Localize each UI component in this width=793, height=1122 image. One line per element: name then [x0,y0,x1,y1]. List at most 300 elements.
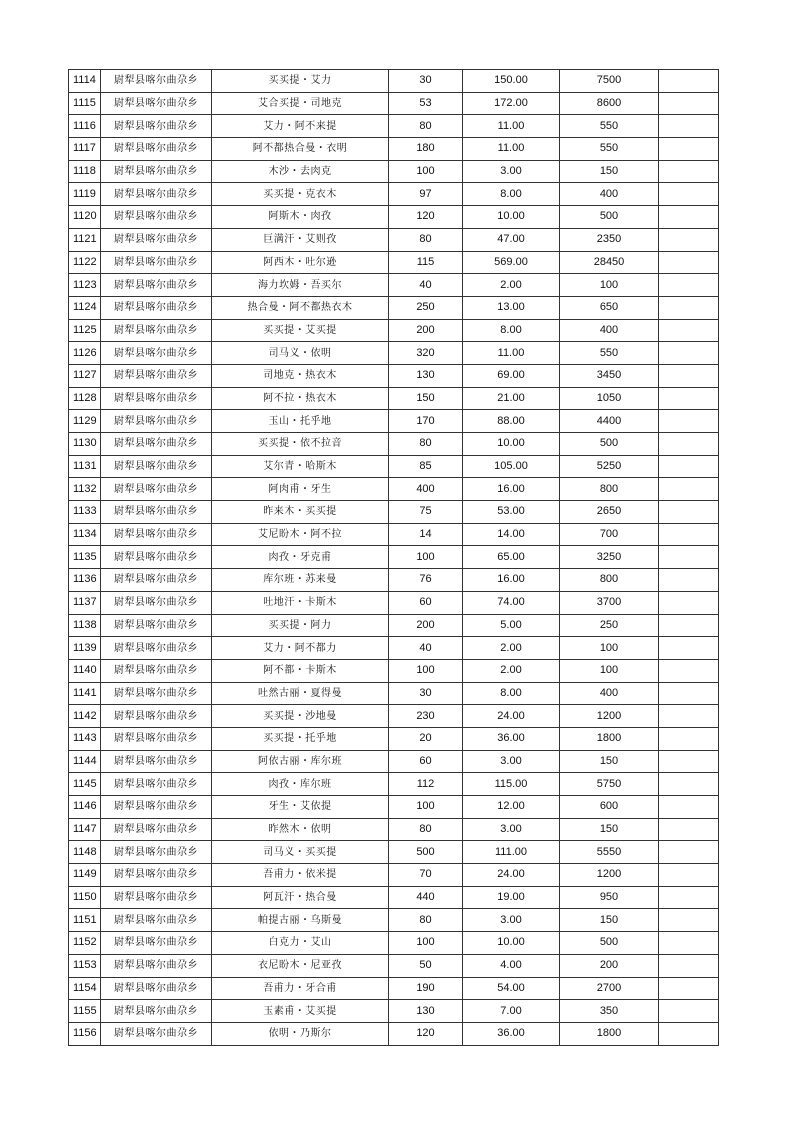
row-number-cell: 1114 [69,70,101,93]
person-name-cell: 艾尔青・哈斯木 [212,455,389,478]
total-cell: 100 [560,274,659,297]
total-cell: 650 [560,296,659,319]
total-cell: 700 [560,523,659,546]
table-row [69,591,719,614]
total-cell: 5250 [560,455,659,478]
township-cell: 尉犁县喀尔曲尕乡 [101,569,212,592]
quantity-cell: 20 [389,727,463,750]
quantity-cell: 100 [389,932,463,955]
amount-cell: 2.00 [463,637,560,660]
total-cell: 3450 [560,364,659,387]
person-name-cell: 衣尼盼木・尼亚孜 [212,954,389,977]
total-cell: 600 [560,796,659,819]
amount-cell: 53.00 [463,501,560,524]
table-row [69,478,719,501]
total-cell: 550 [560,115,659,138]
person-name-cell: 热合曼・阿不都热衣木 [212,296,389,319]
amount-cell: 105.00 [463,455,560,478]
amount-cell: 13.00 [463,296,560,319]
person-name-cell: 阿肉甫・牙生 [212,478,389,501]
amount-cell: 10.00 [463,932,560,955]
quantity-cell: 200 [389,614,463,637]
quantity-cell: 80 [389,228,463,251]
data-table [68,69,719,1046]
quantity-cell: 320 [389,342,463,365]
amount-cell: 14.00 [463,523,560,546]
table-row [69,614,719,637]
note-cell [659,501,719,524]
total-cell: 2700 [560,977,659,1000]
township-cell: 尉犁县喀尔曲尕乡 [101,455,212,478]
person-name-cell: 买买提・托乎地 [212,727,389,750]
total-cell: 350 [560,1000,659,1023]
person-name-cell: 艾力・阿不都力 [212,637,389,660]
person-name-cell: 库尔班・苏来曼 [212,569,389,592]
township-cell: 尉犁县喀尔曲尕乡 [101,523,212,546]
row-number-cell: 1122 [69,251,101,274]
table-row [69,70,719,93]
total-cell: 1050 [560,387,659,410]
total-cell: 1200 [560,705,659,728]
row-number-cell: 1121 [69,228,101,251]
township-cell: 尉犁县喀尔曲尕乡 [101,478,212,501]
table-row [69,886,719,909]
township-cell: 尉犁县喀尔曲尕乡 [101,864,212,887]
row-number-cell: 1156 [69,1022,101,1045]
township-cell: 尉犁县喀尔曲尕乡 [101,841,212,864]
person-name-cell: 玉素甫・艾买提 [212,1000,389,1023]
quantity-cell: 60 [389,591,463,614]
quantity-cell: 440 [389,886,463,909]
township-cell: 尉犁县喀尔曲尕乡 [101,909,212,932]
township-cell: 尉犁县喀尔曲尕乡 [101,70,212,93]
table-row [69,342,719,365]
note-cell [659,251,719,274]
quantity-cell: 100 [389,160,463,183]
row-number-cell: 1123 [69,274,101,297]
row-number-cell: 1116 [69,115,101,138]
row-number-cell: 1130 [69,433,101,456]
township-cell: 尉犁县喀尔曲尕乡 [101,659,212,682]
total-cell: 800 [560,569,659,592]
amount-cell: 10.00 [463,433,560,456]
total-cell: 150 [560,818,659,841]
table-row [69,864,719,887]
township-cell: 尉犁县喀尔曲尕乡 [101,319,212,342]
township-cell: 尉犁县喀尔曲尕乡 [101,727,212,750]
row-number-cell: 1128 [69,387,101,410]
note-cell [659,886,719,909]
amount-cell: 115.00 [463,773,560,796]
table-row [69,796,719,819]
person-name-cell: 肉孜・牙克甫 [212,546,389,569]
row-number-cell: 1133 [69,501,101,524]
township-cell: 尉犁县喀尔曲尕乡 [101,410,212,433]
township-cell: 尉犁县喀尔曲尕乡 [101,228,212,251]
amount-cell: 4.00 [463,954,560,977]
note-cell [659,228,719,251]
row-number-cell: 1131 [69,455,101,478]
amount-cell: 47.00 [463,228,560,251]
note-cell [659,160,719,183]
amount-cell: 2.00 [463,274,560,297]
township-cell: 尉犁县喀尔曲尕乡 [101,251,212,274]
township-cell: 尉犁县喀尔曲尕乡 [101,796,212,819]
note-cell [659,364,719,387]
person-name-cell: 阿西木・吐尔逊 [212,251,389,274]
note-cell [659,682,719,705]
township-cell: 尉犁县喀尔曲尕乡 [101,591,212,614]
row-number-cell: 1136 [69,569,101,592]
amount-cell: 69.00 [463,364,560,387]
township-cell: 尉犁县喀尔曲尕乡 [101,818,212,841]
row-number-cell: 1115 [69,92,101,115]
row-number-cell: 1147 [69,818,101,841]
person-name-cell: 吾甫力・依米提 [212,864,389,887]
amount-cell: 11.00 [463,115,560,138]
township-cell: 尉犁县喀尔曲尕乡 [101,364,212,387]
note-cell [659,750,719,773]
amount-cell: 150.00 [463,70,560,93]
table-row [69,433,719,456]
person-name-cell: 巨满汗・艾则孜 [212,228,389,251]
table-row [69,523,719,546]
note-cell [659,296,719,319]
note-cell [659,727,719,750]
quantity-cell: 50 [389,954,463,977]
person-name-cell: 阿不都・卡斯木 [212,659,389,682]
row-number-cell: 1118 [69,160,101,183]
person-name-cell: 阿斯木・肉孜 [212,206,389,229]
table-row [69,251,719,274]
total-cell: 150 [560,750,659,773]
total-cell: 1200 [560,864,659,887]
table-row [69,954,719,977]
township-cell: 尉犁县喀尔曲尕乡 [101,546,212,569]
row-number-cell: 1146 [69,796,101,819]
row-number-cell: 1126 [69,342,101,365]
quantity-cell: 75 [389,501,463,524]
quantity-cell: 400 [389,478,463,501]
total-cell: 150 [560,160,659,183]
row-number-cell: 1137 [69,591,101,614]
total-cell: 3700 [560,591,659,614]
township-cell: 尉犁县喀尔曲尕乡 [101,954,212,977]
amount-cell: 8.00 [463,183,560,206]
total-cell: 200 [560,954,659,977]
total-cell: 100 [560,637,659,660]
person-name-cell: 海力坎姆・吾买尔 [212,274,389,297]
person-name-cell: 玉山・托乎地 [212,410,389,433]
person-name-cell: 买买提・艾力 [212,70,389,93]
table-row [69,546,719,569]
row-number-cell: 1143 [69,727,101,750]
table-row [69,705,719,728]
total-cell: 150 [560,909,659,932]
township-cell: 尉犁县喀尔曲尕乡 [101,886,212,909]
person-name-cell: 牙生・艾依提 [212,796,389,819]
note-cell [659,796,719,819]
table-row [69,92,719,115]
person-name-cell: 司马义・依明 [212,342,389,365]
note-cell [659,206,719,229]
note-cell [659,433,719,456]
total-cell: 8600 [560,92,659,115]
amount-cell: 21.00 [463,387,560,410]
total-cell: 2350 [560,228,659,251]
total-cell: 500 [560,433,659,456]
note-cell [659,841,719,864]
quantity-cell: 190 [389,977,463,1000]
table-row [69,1000,719,1023]
note-cell [659,523,719,546]
note-cell [659,659,719,682]
amount-cell: 2.00 [463,659,560,682]
total-cell: 100 [560,659,659,682]
note-cell [659,773,719,796]
amount-cell: 111.00 [463,841,560,864]
table-row [69,1022,719,1045]
row-number-cell: 1135 [69,546,101,569]
amount-cell: 19.00 [463,886,560,909]
township-cell: 尉犁县喀尔曲尕乡 [101,115,212,138]
amount-cell: 12.00 [463,796,560,819]
row-number-cell: 1140 [69,659,101,682]
note-cell [659,818,719,841]
total-cell: 7500 [560,70,659,93]
row-number-cell: 1152 [69,932,101,955]
row-number-cell: 1134 [69,523,101,546]
amount-cell: 8.00 [463,319,560,342]
row-number-cell: 1139 [69,637,101,660]
total-cell: 1800 [560,1022,659,1045]
quantity-cell: 120 [389,1022,463,1045]
row-number-cell: 1155 [69,1000,101,1023]
person-name-cell: 买买提・阿力 [212,614,389,637]
row-number-cell: 1132 [69,478,101,501]
township-cell: 尉犁县喀尔曲尕乡 [101,296,212,319]
note-cell [659,591,719,614]
person-name-cell: 买买提・沙地曼 [212,705,389,728]
note-cell [659,932,719,955]
total-cell: 3250 [560,546,659,569]
note-cell [659,569,719,592]
township-cell: 尉犁县喀尔曲尕乡 [101,682,212,705]
row-number-cell: 1125 [69,319,101,342]
row-number-cell: 1138 [69,614,101,637]
table-row [69,228,719,251]
quantity-cell: 60 [389,750,463,773]
row-number-cell: 1153 [69,954,101,977]
person-name-cell: 吐地汗・卡斯木 [212,591,389,614]
person-name-cell: 阿依古丽・库尔班 [212,750,389,773]
quantity-cell: 230 [389,705,463,728]
person-name-cell: 艾尼盼木・阿不拉 [212,523,389,546]
quantity-cell: 97 [389,183,463,206]
quantity-cell: 115 [389,251,463,274]
township-cell: 尉犁县喀尔曲尕乡 [101,274,212,297]
note-cell [659,864,719,887]
township-cell: 尉犁县喀尔曲尕乡 [101,342,212,365]
person-name-cell: 肉孜・库尔班 [212,773,389,796]
amount-cell: 3.00 [463,160,560,183]
table-row [69,977,719,1000]
amount-cell: 74.00 [463,591,560,614]
township-cell: 尉犁县喀尔曲尕乡 [101,138,212,161]
table-row [69,115,719,138]
note-cell [659,546,719,569]
township-cell: 尉犁县喀尔曲尕乡 [101,637,212,660]
quantity-cell: 180 [389,138,463,161]
township-cell: 尉犁县喀尔曲尕乡 [101,387,212,410]
amount-cell: 11.00 [463,138,560,161]
amount-cell: 36.00 [463,727,560,750]
person-name-cell: 买买提・依不拉音 [212,433,389,456]
township-cell: 尉犁县喀尔曲尕乡 [101,614,212,637]
amount-cell: 65.00 [463,546,560,569]
total-cell: 400 [560,183,659,206]
quantity-cell: 250 [389,296,463,319]
total-cell: 1800 [560,727,659,750]
township-cell: 尉犁县喀尔曲尕乡 [101,773,212,796]
row-number-cell: 1119 [69,183,101,206]
row-number-cell: 1124 [69,296,101,319]
table-row [69,773,719,796]
note-cell [659,954,719,977]
amount-cell: 8.00 [463,682,560,705]
quantity-cell: 40 [389,637,463,660]
total-cell: 28450 [560,251,659,274]
row-number-cell: 1120 [69,206,101,229]
table-row [69,909,719,932]
table-row [69,841,719,864]
amount-cell: 88.00 [463,410,560,433]
amount-cell: 16.00 [463,478,560,501]
total-cell: 5550 [560,841,659,864]
note-cell [659,342,719,365]
total-cell: 2650 [560,501,659,524]
quantity-cell: 170 [389,410,463,433]
person-name-cell: 昨来木・买买提 [212,501,389,524]
total-cell: 4400 [560,410,659,433]
row-number-cell: 1127 [69,364,101,387]
quantity-cell: 130 [389,364,463,387]
amount-cell: 7.00 [463,1000,560,1023]
note-cell [659,1022,719,1045]
amount-cell: 3.00 [463,818,560,841]
table-row [69,750,719,773]
note-cell [659,455,719,478]
person-name-cell: 司马义・买买提 [212,841,389,864]
person-name-cell: 帕提古丽・乌斯曼 [212,909,389,932]
township-cell: 尉犁县喀尔曲尕乡 [101,750,212,773]
person-name-cell: 阿不都热合曼・衣明 [212,138,389,161]
person-name-cell: 阿瓦汗・热合曼 [212,886,389,909]
note-cell [659,387,719,410]
table-row [69,296,719,319]
quantity-cell: 80 [389,818,463,841]
note-cell [659,115,719,138]
row-number-cell: 1148 [69,841,101,864]
person-name-cell: 木沙・去肉克 [212,160,389,183]
township-cell: 尉犁县喀尔曲尕乡 [101,1000,212,1023]
township-cell: 尉犁县喀尔曲尕乡 [101,501,212,524]
table-row [69,319,719,342]
amount-cell: 172.00 [463,92,560,115]
quantity-cell: 130 [389,1000,463,1023]
amount-cell: 24.00 [463,864,560,887]
amount-cell: 10.00 [463,206,560,229]
quantity-cell: 70 [389,864,463,887]
note-cell [659,138,719,161]
note-cell [659,92,719,115]
township-cell: 尉犁县喀尔曲尕乡 [101,183,212,206]
quantity-cell: 100 [389,659,463,682]
township-cell: 尉犁县喀尔曲尕乡 [101,92,212,115]
quantity-cell: 100 [389,796,463,819]
township-cell: 尉犁县喀尔曲尕乡 [101,705,212,728]
total-cell: 500 [560,932,659,955]
table-row [69,682,719,705]
township-cell: 尉犁县喀尔曲尕乡 [101,160,212,183]
township-cell: 尉犁县喀尔曲尕乡 [101,932,212,955]
quantity-cell: 80 [389,909,463,932]
row-number-cell: 1142 [69,705,101,728]
table-row [69,455,719,478]
table-row [69,274,719,297]
row-number-cell: 1129 [69,410,101,433]
table-row [69,410,719,433]
table-row [69,501,719,524]
note-cell [659,183,719,206]
note-cell [659,70,719,93]
township-cell: 尉犁县喀尔曲尕乡 [101,1022,212,1045]
table-row [69,569,719,592]
quantity-cell: 30 [389,70,463,93]
table-row [69,818,719,841]
note-cell [659,1000,719,1023]
quantity-cell: 120 [389,206,463,229]
table-row [69,387,719,410]
table-row [69,659,719,682]
note-cell [659,614,719,637]
row-number-cell: 1154 [69,977,101,1000]
amount-cell: 16.00 [463,569,560,592]
person-name-cell: 买买提・克衣木 [212,183,389,206]
quantity-cell: 14 [389,523,463,546]
quantity-cell: 150 [389,387,463,410]
quantity-cell: 53 [389,92,463,115]
note-cell [659,637,719,660]
person-name-cell: 白克力・艾山 [212,932,389,955]
quantity-cell: 100 [389,546,463,569]
quantity-cell: 112 [389,773,463,796]
total-cell: 400 [560,682,659,705]
total-cell: 550 [560,342,659,365]
person-name-cell: 司地克・热衣木 [212,364,389,387]
amount-cell: 5.00 [463,614,560,637]
note-cell [659,705,719,728]
row-number-cell: 1150 [69,886,101,909]
quantity-cell: 80 [389,433,463,456]
row-number-cell: 1117 [69,138,101,161]
table-row [69,138,719,161]
note-cell [659,410,719,433]
total-cell: 950 [560,886,659,909]
table-row [69,932,719,955]
quantity-cell: 200 [389,319,463,342]
table-row [69,364,719,387]
